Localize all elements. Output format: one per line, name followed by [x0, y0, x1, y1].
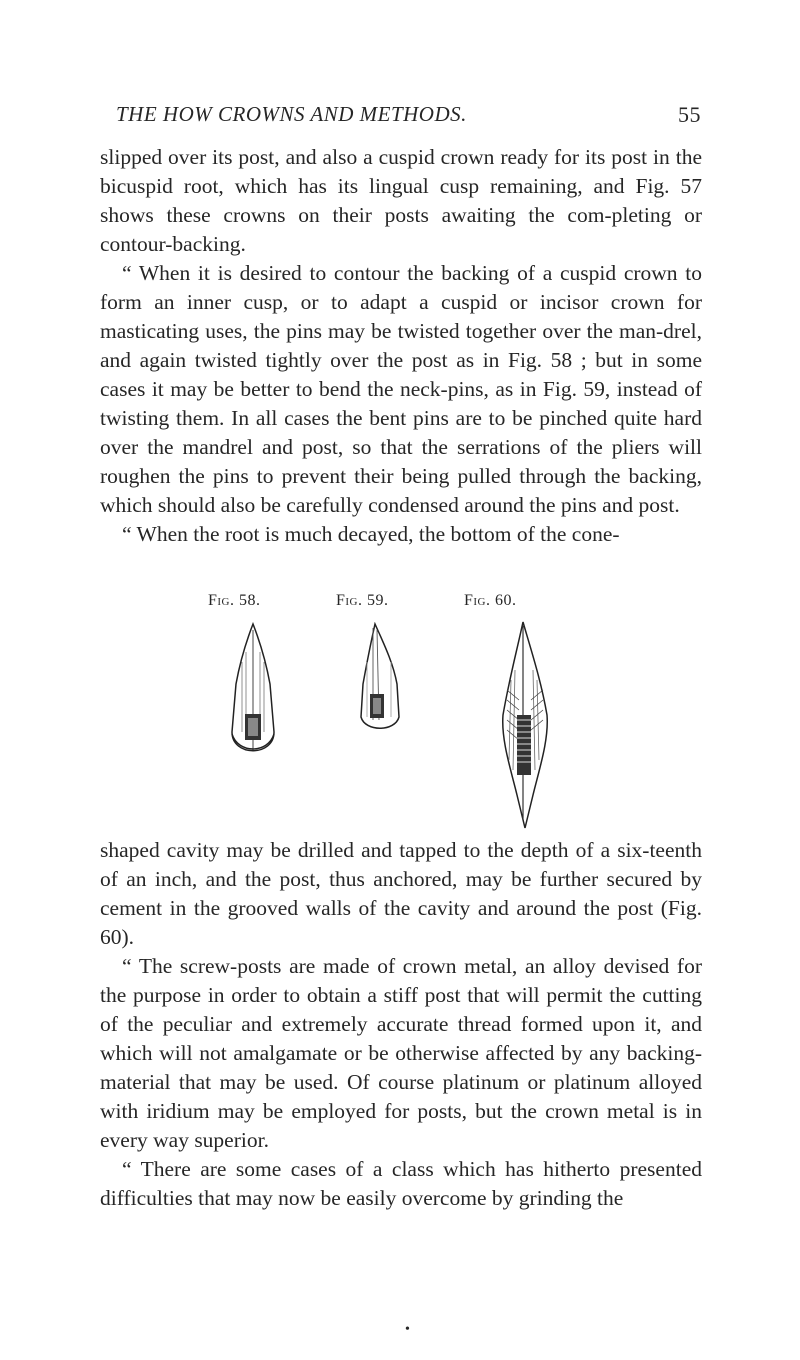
paragraph: shaped cavity may be drilled and tapped to the depth of a six-teenth of an inch, and the post, thus anchored, may be further secured by cement in the grooved walls of the cavity and around the post (Fig. 60). [100, 838, 702, 949]
text-block-upper [100, 143, 702, 549]
paragraph: “ The screw-posts are made of crown metal, an alloy devised for the purpose in order to obtain a stiff post that will permit the cutting of the peculiar and extremely accurate thread formed upon it, and which will not amalgamate or be otherwise affected by any backing-material that may be used. Of course platinum or platinum alloyed with iridium may be employed for posts, but the crown metal is in every way superior. [100, 954, 702, 1152]
printer-mark: • [405, 1322, 410, 1337]
fig-59-illustration [357, 622, 403, 742]
paragraph: slipped over its post, and also a cuspid crown ready for its post in the bicuspid root, which has its lingual cusp remaining, and Fig. 57 shows these crowns on their posts awaiting the com-pleting or contour-backing. [100, 145, 702, 256]
fig-60-caption: Fig. 60. [464, 592, 517, 609]
text-block-lower [100, 836, 702, 1213]
running-header [100, 96, 700, 136]
running-title: THE HOW CROWNS AND METHODS. [116, 102, 467, 126]
fig-58-caption: Fig. 58. [208, 592, 261, 609]
paragraph: “ There are some cases of a class which has hitherto presented difficulties that may now be easily overcome by grinding the [100, 1157, 702, 1210]
page-number: 55 [678, 102, 701, 127]
fig-59-caption: Fig. 59. [336, 592, 389, 609]
fig-58-illustration [228, 622, 278, 772]
fig-60-illustration [497, 620, 553, 830]
paragraph: “ When it is desired to contour the backing of a cuspid crown to form an inner cusp, or to adapt a cuspid or incisor crown for masticating uses, the pins may be twisted together over the man-drel, and again twisted tightly over the post as in Fig. 58 ; but in some cases it may be better to bend the neck-pins, as in Fig. 59, instead of twisting them. In all cases the bent pins are to be pinched quite hard over the mandrel and post, so that the serrations of the pliers will roughen the pins to prevent their being pulled through the backing, which should also be carefully condensed around the pins and post. [100, 261, 702, 517]
figure-group [100, 592, 700, 832]
paragraph: “ When the root is much decayed, the bottom of the cone- [122, 522, 620, 546]
